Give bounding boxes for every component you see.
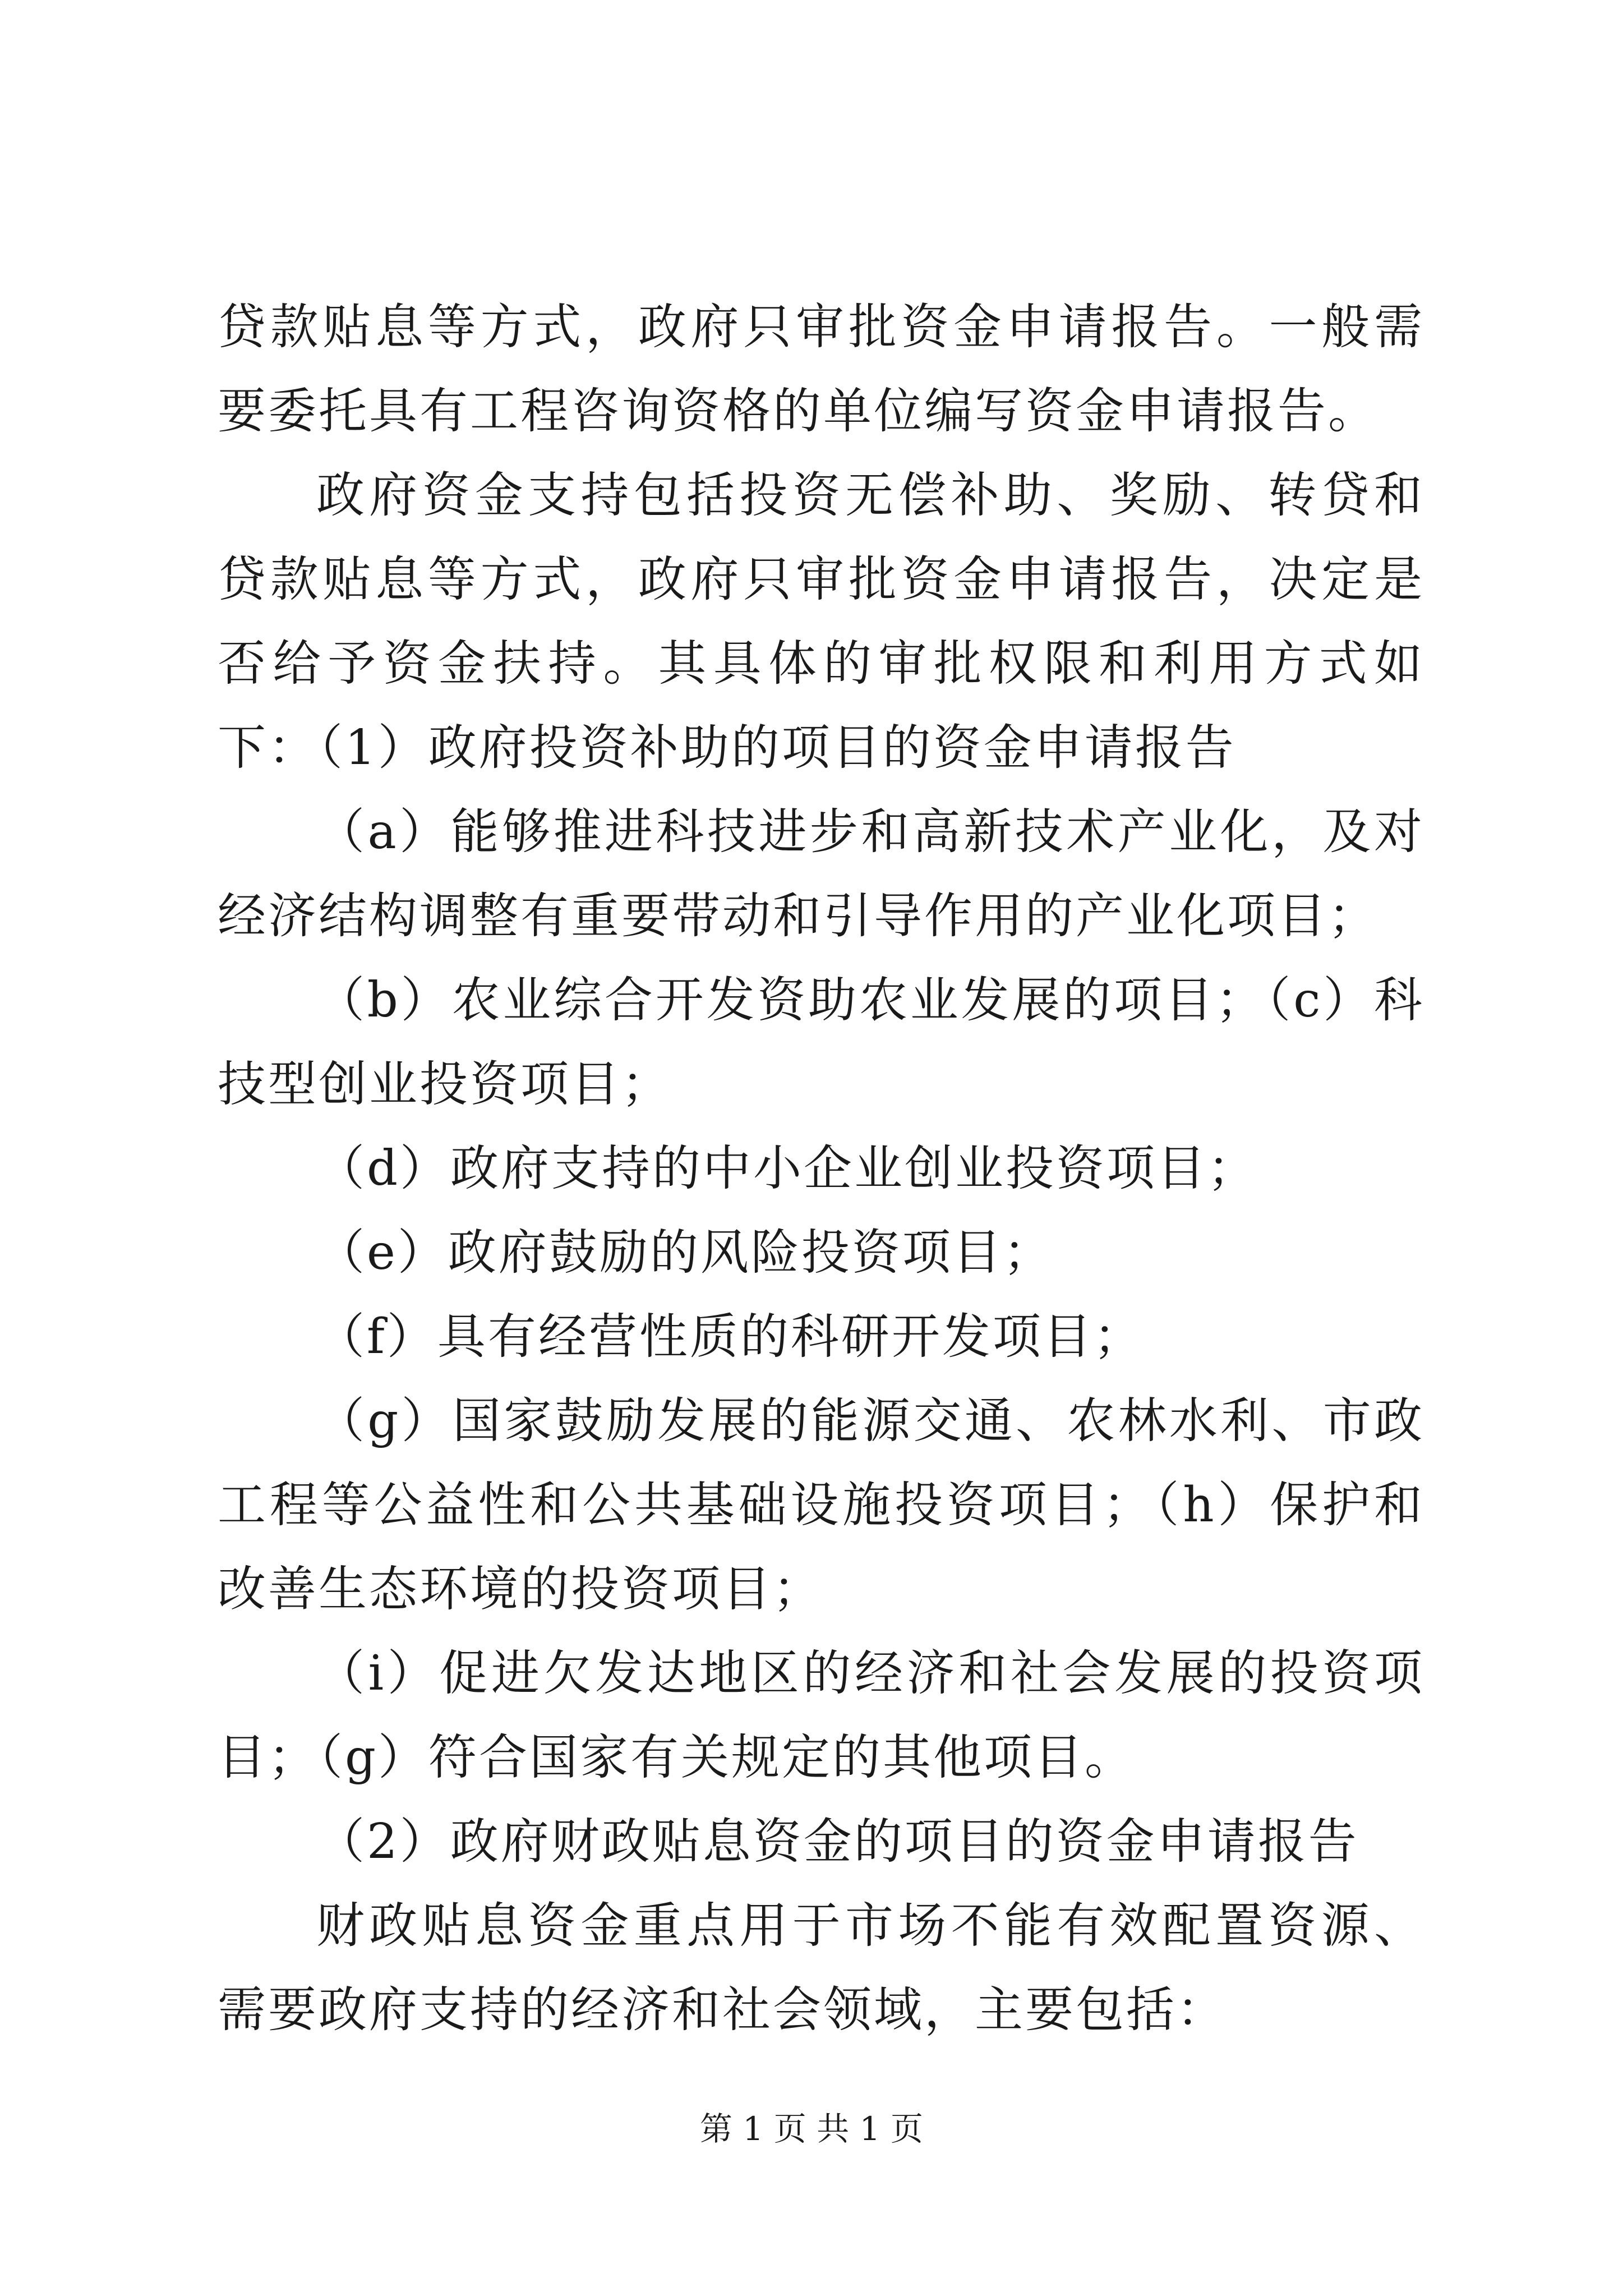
paragraph-8: （g）国家鼓励发展的能源交通、农林水利、市政工程等公益性和公共基础设施投资项目；（h）保护和改善生态环境的投资项目； (218, 1393, 1424, 1617)
paragraph-6: （e）政府鼓励的风险投资项目； (316, 1225, 1054, 1281)
paragraph-5: （d）政府支持的中小企业创业投资项目； (316, 1140, 1258, 1197)
paragraph-4: （b）农业综合开发资助农业发展的项目；（c）科技型创业投资项目； (218, 972, 1424, 1112)
paragraph-10: （2）政府财政贴息资金的项目的资金申请报告 (316, 1814, 1359, 1870)
paragraph-9: （i）促进欠发达地区的经济和社会发展的投资项目；（g）符合国家有关规定的其他项目。 (218, 1645, 1424, 1786)
page-footer: 第 1 页 共 1 页 (700, 2110, 923, 2148)
paragraph-11: 财政贴息资金重点用于市场不能有效配置资源、需要政府支持的经济和社会领域，主要包括： (218, 1898, 1424, 2038)
paragraph-1: 贷款贴息等方式，政府只审批资金申请报告。一般需要委托具有工程咨询资格的单位编写资金申请报告。 (218, 299, 1424, 439)
paragraph-3: （a）能够推进科技进步和高新技术产业化，及对经济结构调整有重要带动和引导作用的产业化项目； (218, 804, 1424, 944)
paragraph-7: （f）具有经营性质的科研开发项目； (316, 1309, 1144, 1365)
paragraph-2: 政府资金支持包括投资无偿补助、奖励、转贷和贷款贴息等方式，政府只审批资金申请报告，决定是否给予资金扶持。其具体的审批权限和利用方式如下：（1）政府投资补助的项目的资金申请报告 (218, 467, 1424, 776)
document-body (218, 285, 1424, 2052)
